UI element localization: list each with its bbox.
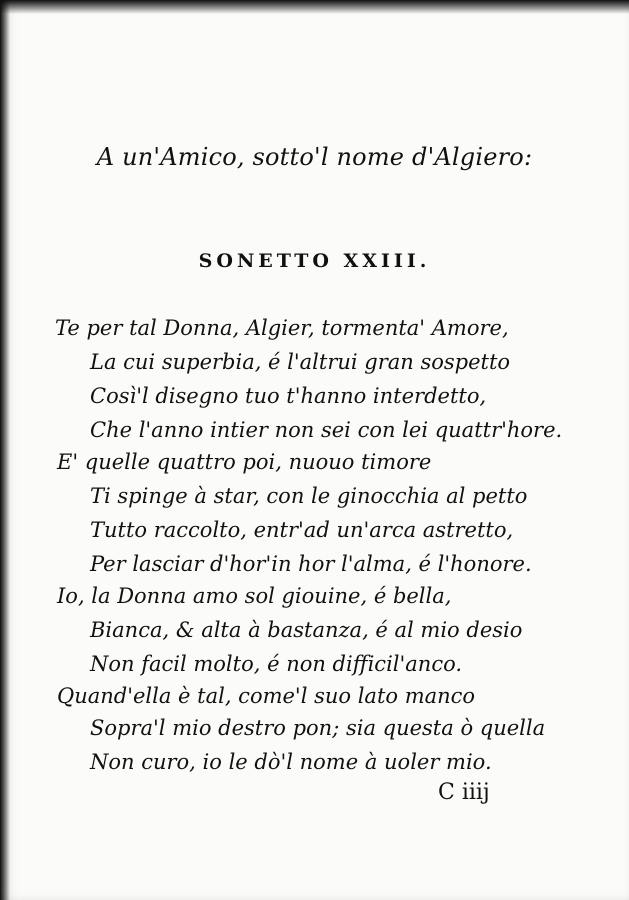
sonnet-heading: SONETTO XXIII. [198, 250, 431, 272]
verse-line-1: Te per tal Donna, Algier, tormenta' Amore, [55, 316, 509, 340]
verse-line-12: Quand'ella è tal, come'l suo lato manco [57, 684, 476, 708]
verse-line-10: Bianca, & alta à bastanza, é al mio desio [90, 618, 523, 642]
verse-line-6: Ti spinge à star, con le ginocchia al petto [90, 484, 528, 508]
page-gutter-shadow [0, 0, 10, 900]
verse-line-2: La cui superbia, é l'altrui gran sospetto [90, 350, 511, 374]
verse-line-9: Io, la Donna amo sol giouine, é bella, [57, 584, 452, 608]
verse-line-14: Non curo, io le dò'l nome à uoler mio. [90, 750, 492, 774]
verse-line-7: Tutto raccolto, entr'ad un'arca astretto, [90, 518, 514, 542]
verse-line-11: Non facil molto, é non difficil'anco. [90, 652, 463, 676]
verse-line-13: Sopra'l mio destro pon; sia questa ò quella [90, 716, 546, 740]
poem-title: A un'Amico, sotto'l nome d'Algiero: [96, 143, 533, 171]
page-top-shadow [0, 0, 629, 14]
verse-line-4: Che l'anno intier non sei con lei quattr'hore. [90, 418, 563, 442]
verse-line-8: Per lasciar d'hor'in hor l'alma, é l'honore. [90, 552, 532, 576]
verse-line-3: Così'l disegno tuo t'hanno interdetto, [90, 384, 487, 408]
signature-mark: C iiij [438, 780, 490, 805]
verse-line-5: E' quelle quattro poi, nuouo timore [57, 450, 432, 474]
